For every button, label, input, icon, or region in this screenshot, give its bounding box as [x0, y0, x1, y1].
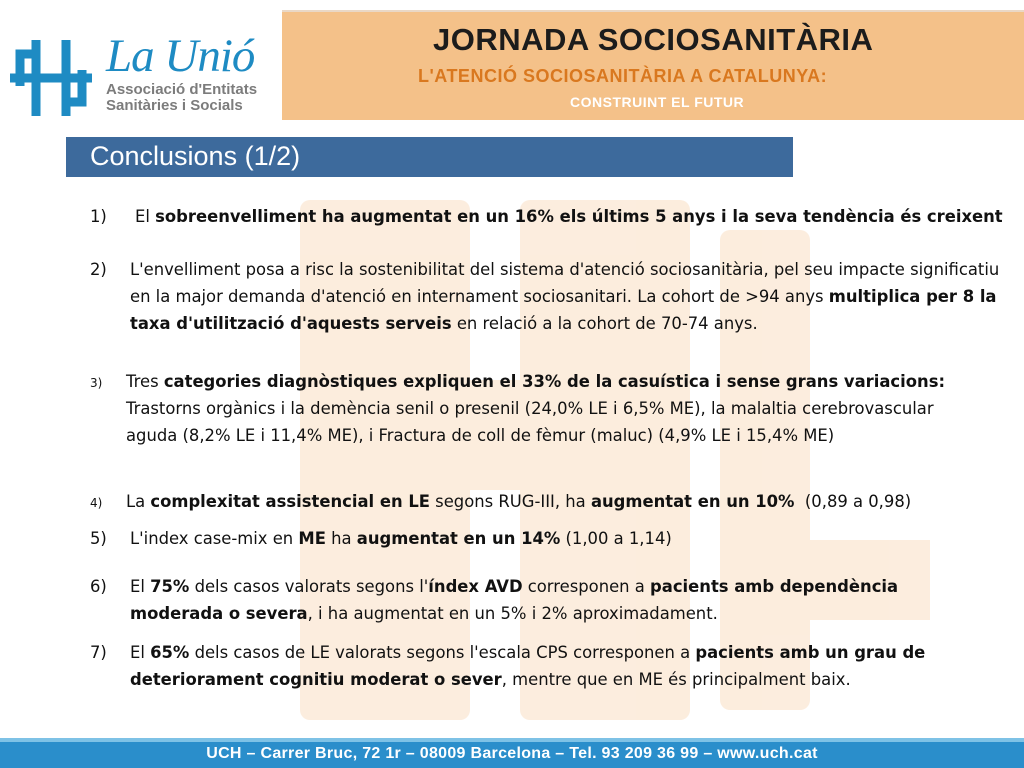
event-tagline: CONSTRUINT EL FUTUR: [570, 94, 745, 110]
footer: [0, 742, 1024, 768]
item-text: El sobreenvelliment ha augmentat en un 16% els últims 5 anys i la seva tendència és creixent: [135, 207, 1003, 226]
item-text: L'envelliment posa a risc la sostenibilitat del sistema d'atenció sociosanitària, pel seu impacte significatiu en la major demanda d'atenció en internament sociosanitari. La cohort de >94 anys multiplica per 8 la taxa d'utilització d'aquests serveis en relació a la cohort de 70-74 anys.: [130, 260, 1000, 333]
item-number: 7): [90, 643, 107, 662]
item-text: La complexitat assistencial en LE segons RUG-III, ha augmentat en un 10% (0,89 a 0,98): [126, 492, 912, 511]
logo-subtitle-line1: Associació d'Entitats: [106, 81, 258, 98]
event-subtitle: L'ATENCIÓ SOCIOSANITÀRIA A CATALUNYA:: [418, 66, 828, 86]
item-number: 3): [90, 376, 103, 390]
item-text: El 65% dels casos de LE valorats segons l'escala CPS corresponen a pacients amb un grau de deteriorament cognitiu moderat o sever, mentre que en ME és principalment baix.: [130, 643, 926, 689]
section-title: Conclusions (1/2): [90, 141, 301, 171]
logo-subtitle-line2: Sanitàries i Socials: [106, 97, 243, 114]
item-number: 2): [90, 260, 107, 279]
item-number: 5): [90, 529, 107, 548]
logo-name: La Unió: [106, 30, 255, 82]
item-text: Tres categories diagnòstiques expliquen el 33% de la casuística i sense grans variacions: Trastorns orgànics i la demència senil o presenil (24,0% LE i 6,5% ME), la malaltia cerebrovascular aguda (8,2% LE i 11,4% ME), i Fractura de coll de fèmur (maluc) (4,9% LE i 15,4% ME): [126, 372, 946, 445]
event-title: JORNADA SOCIOSANITÀRIA: [433, 22, 874, 57]
footer-contact: UCH – Carrer Bruc, 72 1r – 08009 Barcelona – Tel. 93 209 36 99 – www.uch.cat: [206, 745, 818, 762]
item-text: L'index case-mix en ME ha augmentat en un 14% (1,00 a 1,14): [130, 529, 672, 548]
item-number: 1): [90, 207, 107, 226]
item-text: El 75% dels casos valorats segons l'índex AVD corresponen a pacients amb dependència moderada o severa, i ha augmentat en un 5% i 2% aproximadament.: [130, 577, 899, 623]
item-number: 4): [90, 496, 103, 510]
item-number: 6): [90, 577, 107, 596]
